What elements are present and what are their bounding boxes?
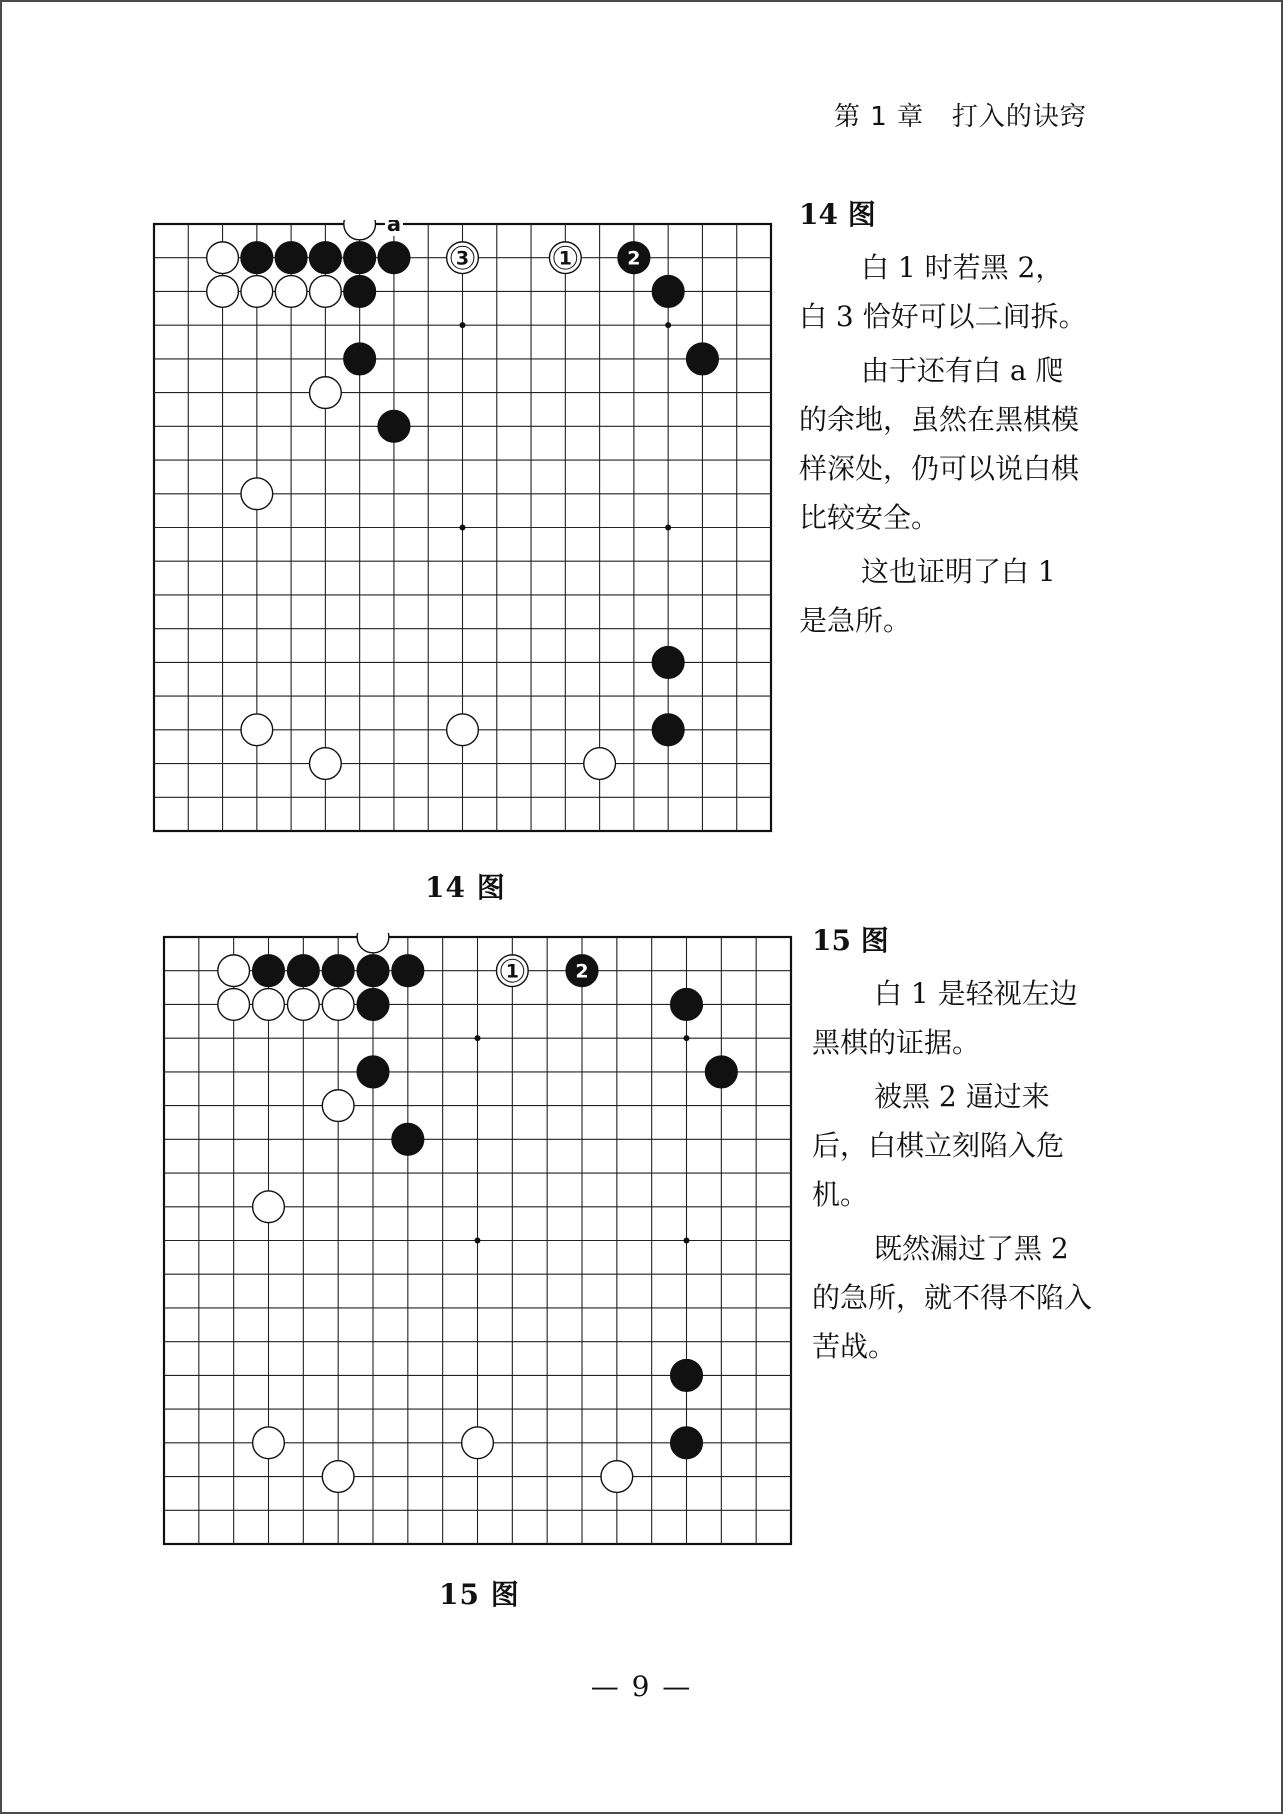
star-point bbox=[684, 1238, 690, 1244]
star-point bbox=[665, 525, 671, 531]
move-number-label: 2 bbox=[575, 960, 589, 983]
black-stone bbox=[671, 989, 703, 1021]
black-stone bbox=[344, 276, 376, 308]
figure-14-paragraph-1: 白 1 时若黑 2，白 3 恰好可以二间拆。 bbox=[799, 251, 1087, 333]
figure-14-commentary bbox=[799, 190, 1089, 650]
black-stone bbox=[392, 955, 424, 987]
chapter-title: 打入的诀窍 bbox=[951, 102, 1087, 132]
black-stone bbox=[310, 242, 342, 274]
move-number-label: 1 bbox=[558, 247, 572, 270]
white-stone bbox=[584, 748, 616, 780]
black-stone bbox=[652, 276, 684, 308]
white-stone bbox=[241, 276, 273, 308]
black-stone bbox=[705, 1056, 737, 1088]
star-point bbox=[460, 525, 466, 531]
white-stone bbox=[207, 242, 239, 274]
figure-15-commentary bbox=[812, 916, 1097, 1376]
white-stone bbox=[310, 748, 342, 780]
black-stone bbox=[671, 1427, 703, 1459]
white-stone bbox=[322, 1090, 354, 1122]
black-stone bbox=[344, 343, 376, 375]
figure-15-paragraph-3: 既然漏过了黑 2 的急所，就不得不陷入苦战。 bbox=[812, 1232, 1093, 1363]
figure-15-label: 15 图 bbox=[812, 924, 889, 957]
white-stone bbox=[253, 989, 285, 1021]
white-stone bbox=[322, 989, 354, 1021]
white-stone bbox=[322, 1461, 354, 1493]
page-number: — 9 — bbox=[590, 1670, 693, 1703]
white-stone bbox=[218, 955, 250, 987]
star-point bbox=[665, 322, 671, 328]
star-point bbox=[460, 322, 466, 328]
white-stone bbox=[287, 989, 319, 1021]
black-stone bbox=[344, 242, 376, 274]
white-stone bbox=[462, 1427, 494, 1459]
white-stone bbox=[310, 276, 342, 308]
figure-15-paragraph-2: 被黑 2 逼过来后，白棋立刻陷入危机。 bbox=[812, 1080, 1065, 1211]
black-stone bbox=[322, 955, 354, 987]
black-stone bbox=[671, 1360, 703, 1392]
white-stone bbox=[241, 478, 273, 510]
star-point bbox=[684, 1035, 690, 1041]
white-stone bbox=[207, 276, 239, 308]
white-stone bbox=[218, 989, 250, 1021]
figure-15-paragraph-1: 白 1 是轻视左边黑棋的证据。 bbox=[812, 977, 1078, 1059]
black-stone bbox=[652, 714, 684, 746]
white-stone bbox=[241, 714, 273, 746]
black-stone bbox=[687, 343, 719, 375]
white-stone bbox=[253, 1191, 285, 1223]
black-stone bbox=[378, 410, 410, 442]
black-stone bbox=[241, 242, 273, 274]
black-stone bbox=[357, 955, 389, 987]
running-header bbox=[834, 96, 1087, 133]
black-stone bbox=[357, 1056, 389, 1088]
white-stone bbox=[253, 1427, 285, 1459]
black-stone bbox=[652, 647, 684, 679]
black-stone bbox=[253, 955, 285, 987]
star-point bbox=[475, 1238, 481, 1244]
black-stone bbox=[392, 1123, 424, 1155]
move-number-label: 2 bbox=[627, 247, 641, 270]
figure-14-caption: 14 图 bbox=[425, 871, 506, 904]
white-stone bbox=[275, 276, 307, 308]
black-stone bbox=[287, 955, 319, 987]
move-number-label: 3 bbox=[455, 247, 470, 270]
star-point bbox=[475, 1035, 481, 1041]
point-letter-label: a bbox=[386, 220, 402, 236]
white-stone bbox=[601, 1461, 633, 1493]
figure-15-caption: 15 图 bbox=[439, 1578, 520, 1611]
figure-14-label: 14 图 bbox=[799, 198, 876, 231]
go-board-figure-15 bbox=[160, 933, 795, 1548]
white-stone bbox=[447, 714, 479, 746]
chapter-number: 第 1 章 bbox=[834, 102, 925, 132]
figure-14-paragraph-2: 由于还有白 a 爬的余地，虽然在黑棋模样深处，仍可以说白棋比较安全。 bbox=[799, 354, 1080, 534]
black-stone bbox=[357, 989, 389, 1021]
move-number-label: 1 bbox=[505, 960, 519, 983]
white-stone bbox=[310, 377, 342, 409]
figure-14-paragraph-3: 这也证明了白 1 是急所。 bbox=[799, 555, 1056, 637]
black-stone bbox=[378, 242, 410, 274]
go-board-figure-14 bbox=[150, 220, 775, 835]
black-stone bbox=[275, 242, 307, 274]
